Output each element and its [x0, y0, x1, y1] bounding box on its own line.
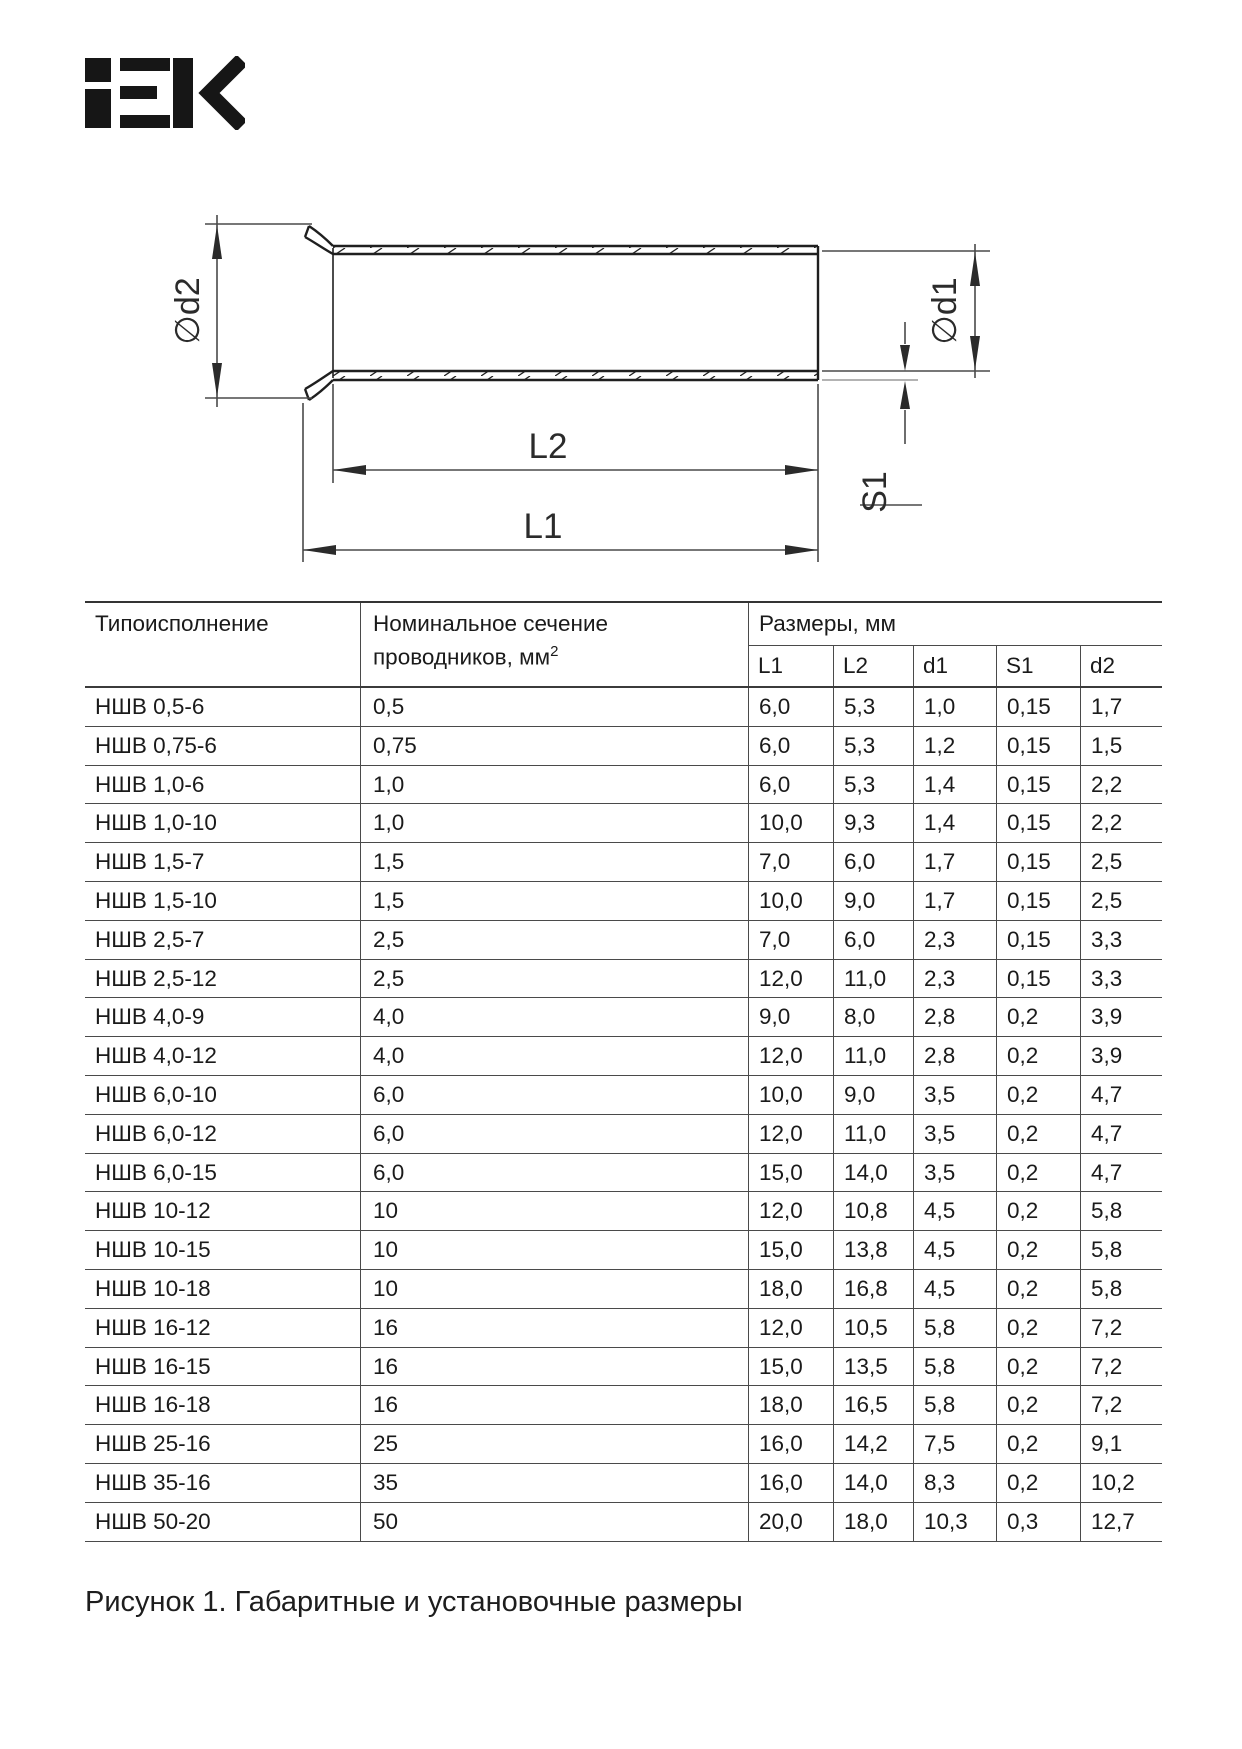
- table-row: [85, 998, 1162, 1037]
- dim-label-s1: S1: [856, 471, 894, 513]
- table-cell: НШВ 2,5-7: [95, 926, 205, 952]
- table-cell: 25: [360, 1425, 748, 1463]
- table-cell: 0,2: [996, 1192, 1080, 1230]
- table-row: [85, 1154, 1162, 1193]
- table-row: [85, 882, 1162, 921]
- table-cell: 0,15: [996, 727, 1080, 765]
- table-cell: 5,3: [833, 688, 913, 726]
- table-cell: 6,0: [748, 727, 833, 765]
- table-cell: 1,4: [913, 766, 996, 804]
- table-cell: 7,2: [1080, 1309, 1162, 1347]
- table-cell: 6,0: [360, 1115, 748, 1153]
- table-cell: 1,5: [1080, 727, 1162, 765]
- table-cell: 1,5: [360, 882, 748, 920]
- table-cell: 16,0: [748, 1464, 833, 1502]
- table-cell: 5,8: [1080, 1231, 1162, 1269]
- table-cell: 7,0: [748, 843, 833, 881]
- table-cell: 10,2: [1080, 1464, 1162, 1502]
- table-cell: 1,5: [360, 843, 748, 881]
- table-cell: 5,8: [1080, 1270, 1162, 1308]
- table-cell: 5,8: [913, 1309, 996, 1347]
- table-cell: 15,0: [748, 1154, 833, 1192]
- table-cell: 12,0: [748, 1115, 833, 1153]
- table-cell: НШВ 35-16: [95, 1469, 211, 1495]
- table-cell: 18,0: [833, 1503, 913, 1541]
- table-cell: 4,5: [913, 1192, 996, 1230]
- table-cell: 5,8: [913, 1386, 996, 1424]
- table-cell: 2,5: [360, 960, 748, 998]
- table-cell: 2,2: [1080, 766, 1162, 804]
- table-cell: 6,0: [748, 688, 833, 726]
- table-cell: 10,3: [913, 1503, 996, 1541]
- table-cell: НШВ 16-12: [95, 1314, 211, 1340]
- table-row: [85, 1464, 1162, 1503]
- figure-caption: Рисунок 1. Габаритные и установочные размеры: [85, 1586, 743, 1618]
- table-cell: 2,5: [1080, 843, 1162, 881]
- table-row: [85, 804, 1162, 843]
- table-row: [85, 1192, 1162, 1231]
- table-cell: 7,2: [1080, 1386, 1162, 1424]
- table-row: [85, 1076, 1162, 1115]
- table-cell: 4,5: [913, 1231, 996, 1269]
- table-cell: 1,0: [913, 688, 996, 726]
- table-cell: 6,0: [360, 1154, 748, 1192]
- table-cell: 7,5: [913, 1425, 996, 1463]
- table-row: [85, 727, 1162, 766]
- table-cell: 14,0: [833, 1464, 913, 1502]
- table-cell: НШВ 6,0-15: [95, 1159, 217, 1185]
- table-cell: 0,2: [996, 1348, 1080, 1386]
- table-cell: 10: [360, 1192, 748, 1230]
- table-row: [85, 766, 1162, 805]
- table-cell: 16: [360, 1386, 748, 1424]
- table-cell: 1,4: [913, 804, 996, 842]
- ferrule-dimension-drawing: [0, 0, 1242, 600]
- table-cell: 0,2: [996, 1037, 1080, 1075]
- table-cell: 0,15: [996, 921, 1080, 959]
- table-cell: 0,2: [996, 1231, 1080, 1269]
- header-cross-section: [360, 603, 748, 686]
- table-cell: 11,0: [833, 960, 913, 998]
- table-cell: 7,0: [748, 921, 833, 959]
- table-cell: 0,15: [996, 843, 1080, 881]
- table-cell: 10: [360, 1231, 748, 1269]
- table-cell: 3,5: [913, 1154, 996, 1192]
- table-cell: 0,3: [996, 1503, 1080, 1541]
- table-body: [85, 688, 1162, 1542]
- table-cell: 10: [360, 1270, 748, 1308]
- table-cell: 9,3: [833, 804, 913, 842]
- table-cell: 4,7: [1080, 1115, 1162, 1153]
- table-cell: НШВ 1,5-7: [95, 849, 205, 875]
- table-cell: 2,5: [1080, 882, 1162, 920]
- table-cell: 2,2: [1080, 804, 1162, 842]
- table-cell: НШВ 10-15: [95, 1237, 211, 1263]
- header-type: Типоисполнение: [95, 611, 269, 636]
- table-cell: 0,2: [996, 1270, 1080, 1308]
- table-cell: 0,2: [996, 1309, 1080, 1347]
- table-row: [85, 1309, 1162, 1348]
- table-cell: 1,2: [913, 727, 996, 765]
- table-cell: НШВ 1,0-6: [95, 771, 205, 797]
- table-cell: 1,0: [360, 804, 748, 842]
- table-cell: НШВ 16-18: [95, 1392, 211, 1418]
- table-cell: 12,7: [1080, 1503, 1162, 1541]
- table-cell: НШВ 10-18: [95, 1275, 211, 1301]
- table-cell: НШВ 4,0-9: [95, 1004, 205, 1030]
- table-cell: 0,2: [996, 1464, 1080, 1502]
- table-cell: 5,8: [1080, 1192, 1162, 1230]
- table-cell: 0,2: [996, 1115, 1080, 1153]
- table-cell: 0,15: [996, 804, 1080, 842]
- table-cell: 18,0: [748, 1270, 833, 1308]
- table-cell: 0,15: [996, 766, 1080, 804]
- dim-label-d2: ∅d2: [169, 277, 207, 345]
- table-row: [85, 1037, 1162, 1076]
- table-cell: 3,9: [1080, 998, 1162, 1036]
- table-cell: НШВ 50-20: [95, 1508, 211, 1534]
- header-cross-section-line2: проводников, мм: [373, 644, 551, 670]
- table-cell: 35: [360, 1464, 748, 1502]
- table-cell: НШВ 16-15: [95, 1353, 211, 1379]
- table-cell: 18,0: [748, 1386, 833, 1424]
- header-sizes: Размеры, мм: [748, 603, 1162, 646]
- table-cell: 1,0: [360, 766, 748, 804]
- table-cell: 7,2: [1080, 1348, 1162, 1386]
- table-cell: НШВ 2,5-12: [95, 965, 217, 991]
- table-cell: 10,0: [748, 882, 833, 920]
- table-cell: 16: [360, 1309, 748, 1347]
- table-cell: 0,2: [996, 1154, 1080, 1192]
- table-cell: 16,0: [748, 1425, 833, 1463]
- dimensions-table: [85, 601, 1162, 1542]
- table-cell: НШВ 6,0-12: [95, 1120, 217, 1146]
- table-cell: 14,2: [833, 1425, 913, 1463]
- table-cell: 6,0: [360, 1076, 748, 1114]
- table-cell: 6,0: [748, 766, 833, 804]
- table-cell: 10,0: [748, 804, 833, 842]
- table-cell: 3,3: [1080, 960, 1162, 998]
- table-cell: 12,0: [748, 1037, 833, 1075]
- table-cell: 2,3: [913, 960, 996, 998]
- table-cell: 0,15: [996, 688, 1080, 726]
- table-cell: 2,3: [913, 921, 996, 959]
- table-cell: 4,0: [360, 1037, 748, 1075]
- table-row: [85, 1115, 1162, 1154]
- header-sub-d1: d1: [913, 646, 996, 686]
- header-sub-s1: S1: [996, 646, 1080, 686]
- table-row: [85, 688, 1162, 727]
- table-row: [85, 960, 1162, 999]
- header-cross-section-sup: 2: [550, 643, 559, 660]
- table-cell: 9,1: [1080, 1425, 1162, 1463]
- table-cell: 0,75: [360, 727, 748, 765]
- dim-label-l1: L1: [523, 507, 563, 546]
- table-cell: 3,5: [913, 1076, 996, 1114]
- table-cell: 3,5: [913, 1115, 996, 1153]
- table-cell: 4,7: [1080, 1154, 1162, 1192]
- table-cell: 6,0: [833, 843, 913, 881]
- table-cell: 1,7: [913, 843, 996, 881]
- table-cell: НШВ 1,5-10: [95, 887, 217, 913]
- table-cell: 6,0: [833, 921, 913, 959]
- table-cell: НШВ 25-16: [95, 1431, 211, 1457]
- table-cell: 11,0: [833, 1037, 913, 1075]
- dim-label-l2: L2: [528, 427, 568, 466]
- table-cell: НШВ 0,75-6: [95, 732, 217, 758]
- table-cell: 2,8: [913, 998, 996, 1036]
- table-cell: 10,8: [833, 1192, 913, 1230]
- table-cell: 4,5: [913, 1270, 996, 1308]
- table-cell: 5,3: [833, 727, 913, 765]
- table-cell: 16: [360, 1348, 748, 1386]
- table-cell: НШВ 1,0-10: [95, 810, 217, 836]
- table-cell: 12,0: [748, 1309, 833, 1347]
- table-cell: 0,15: [996, 882, 1080, 920]
- table-cell: 4,0: [360, 998, 748, 1036]
- table-cell: 5,3: [833, 766, 913, 804]
- table-cell: 8,0: [833, 998, 913, 1036]
- table-cell: 0,2: [996, 1386, 1080, 1424]
- header-sub-l2: L2: [833, 646, 913, 686]
- table-cell: НШВ 6,0-10: [95, 1081, 217, 1107]
- table-cell: 13,8: [833, 1231, 913, 1269]
- table-cell: 13,5: [833, 1348, 913, 1386]
- dim-label-d1: ∅d1: [926, 277, 964, 345]
- table-cell: 16,8: [833, 1270, 913, 1308]
- table-cell: 50: [360, 1503, 748, 1541]
- table-cell: 9,0: [748, 998, 833, 1036]
- table-cell: 1,7: [913, 882, 996, 920]
- table-cell: 5,8: [913, 1348, 996, 1386]
- table-cell: 3,3: [1080, 921, 1162, 959]
- table-cell: 8,3: [913, 1464, 996, 1502]
- table-cell: 15,0: [748, 1231, 833, 1269]
- header-sub-d2: d2: [1080, 646, 1162, 686]
- table-cell: НШВ 10-12: [95, 1198, 211, 1224]
- table-row: [85, 1270, 1162, 1309]
- table-cell: 10,5: [833, 1309, 913, 1347]
- table-cell: 0,15: [996, 960, 1080, 998]
- table-cell: 1,7: [1080, 688, 1162, 726]
- table-cell: 2,5: [360, 921, 748, 959]
- table-cell: 0,2: [996, 1076, 1080, 1114]
- table-row: [85, 1503, 1162, 1542]
- table-cell: 9,0: [833, 882, 913, 920]
- table-cell: 0,2: [996, 1425, 1080, 1463]
- table-row: [85, 1425, 1162, 1464]
- table-cell: НШВ 4,0-12: [95, 1043, 217, 1069]
- header-sub-l1: L1: [748, 646, 833, 686]
- table-cell: НШВ 0,5-6: [95, 694, 205, 719]
- table-row: [85, 921, 1162, 960]
- table-header: [85, 603, 1162, 688]
- table-row: [85, 1231, 1162, 1270]
- table-row: [85, 843, 1162, 882]
- table-cell: 16,5: [833, 1386, 913, 1424]
- table-cell: 4,7: [1080, 1076, 1162, 1114]
- table-cell: 12,0: [748, 960, 833, 998]
- table-cell: 2,8: [913, 1037, 996, 1075]
- table-cell: 9,0: [833, 1076, 913, 1114]
- table-cell: 14,0: [833, 1154, 913, 1192]
- table-cell: 20,0: [748, 1503, 833, 1541]
- table-cell: 0,5: [360, 688, 748, 726]
- table-cell: 3,9: [1080, 1037, 1162, 1075]
- table-row: [85, 1386, 1162, 1425]
- table-cell: 11,0: [833, 1115, 913, 1153]
- table-cell: 10,0: [748, 1076, 833, 1114]
- table-row: [85, 1348, 1162, 1387]
- header-cross-section-line1: Номинальное сечение: [373, 611, 609, 636]
- table-cell: 15,0: [748, 1348, 833, 1386]
- table-cell: 12,0: [748, 1192, 833, 1230]
- table-cell: 0,2: [996, 998, 1080, 1036]
